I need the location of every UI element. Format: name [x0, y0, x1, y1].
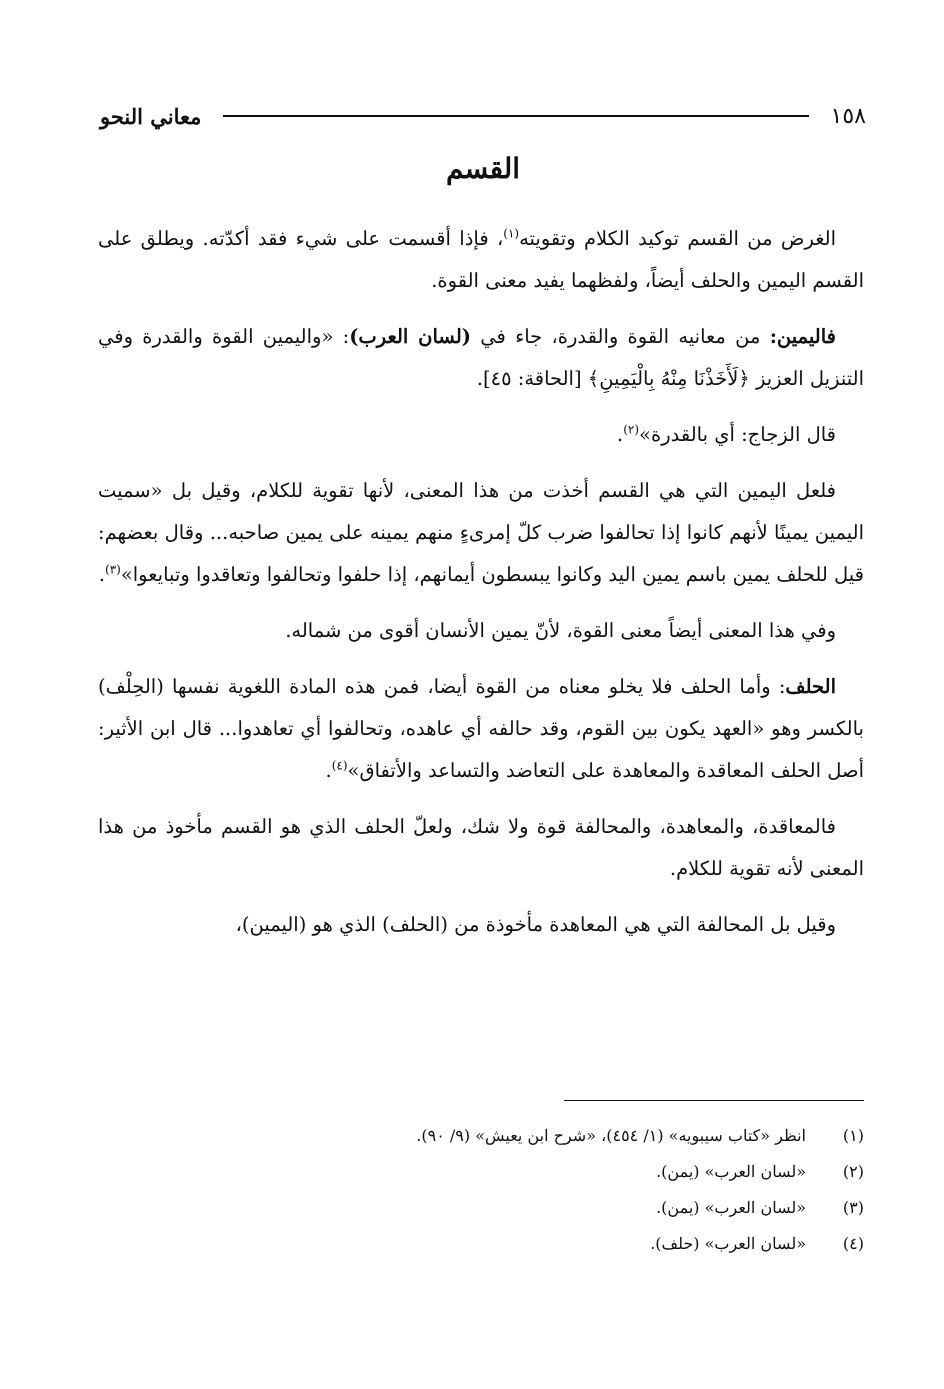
- footnote-2: [98, 1154, 864, 1190]
- paragraph-8: وقيل بل المحالفة التي هي المعاهدة مأخوذة من (الحلف) الذي هو (اليمين)،: [235, 913, 836, 936]
- footnote-3: [98, 1190, 864, 1226]
- footnote-mark: (٢): [842, 1162, 864, 1181]
- running-head: [100, 96, 866, 136]
- paragraph-4: فلعل اليمين التي هي القسم أخذت من هذا المعنى، لأنها تقوية للكلام، وقيل بل «سميت اليمين يمينًا لأنهم كانوا إذا تحالفوا ضرب كلّ إمرىءٍ منهم يمينه على يمين صاحبه... وقال بعضهم: قيل للحلف يمين باسم يمين اليد وكانوا يبسطون أيمانهم، إذا حلفوا وتحالفوا وتعاقدوا وتبايعوا»$^{(٣)}$.: [98, 479, 864, 586]
- footnote-ref-4[interactable]: (٤): [331, 758, 348, 773]
- main-text: [98, 218, 864, 946]
- footnote-text: «لسان العرب» (حلف).: [650, 1234, 806, 1253]
- footnote-4: [98, 1226, 864, 1262]
- footnote-1: [98, 1118, 864, 1154]
- footnote-text: «لسان العرب» (يمن).: [656, 1198, 806, 1217]
- footnote-mark: (١): [842, 1126, 864, 1145]
- paragraph-6: الحلف: وأما الحلف فلا يخلو معناه من القوة أيضا، فمن هذه المادة اللغوية نفسها (الحِلْف) بالكسر وهو «العهد يكون بين القوم، وقد حالفه أي عاهده، وتحالفوا أي تعاهدوا... قال ابن الأثير: أصل الحلف المعاقدة والمعاهدة على التعاضد والتساعد والأتفاق»$^{(٤)}$.: [98, 675, 864, 782]
- keyword-yamin: فاليمين:: [769, 325, 836, 348]
- running-title: معاني النحو: [100, 103, 202, 129]
- paragraph-7: فالمعاقدة، والمعاهدة، والمحالفة قوة ولا شك، ولعلّ الحلف الذي هو القسم مأخوذ من هذا المعنى لأنه تقوية للكلام.: [98, 815, 864, 880]
- paragraph-2: فاليمين: من معانيه القوة والقدرة، جاء في (لسان العرب): «واليمين القوة والقدرة وفي التنزيل العزيز ﴿لَأَخَذْنَا مِنْهُ بِالْيَمِينِ﴾ [الحاقة: ٤٥].: [98, 325, 864, 390]
- footnote-ref-1[interactable]: (١): [503, 226, 520, 241]
- footnote-mark: (٤): [842, 1234, 864, 1253]
- paragraph-5: وفي هذا المعنى أيضاً معنى القوة، لأنّ يمين الأنسان أقوى من شماله.: [285, 619, 836, 642]
- footnotes: [98, 1118, 864, 1262]
- keyword-hilf: الحلف: [785, 675, 836, 698]
- page-number: ١٥٨: [830, 103, 866, 129]
- paragraph-3: قال الزجاج: أي بالقدرة»$^{(٢)}$.: [617, 422, 836, 446]
- source-title: (لسان العرب): [349, 325, 471, 348]
- header-rule: [223, 115, 808, 117]
- section-title: القسم: [445, 152, 521, 185]
- footnote-rule: [564, 1100, 864, 1101]
- paragraph-1: الغرض من القسم توكيد الكلام وتقويته$^{(١)}$، فإذا أقسمت على شيء فقد أكدّته. ويطلق على القسم اليمين والحلف أيضاً، ولفظهما يفيد معنى القوة.: [98, 226, 864, 292]
- footnote-text: «لسان العرب» (يمن).: [656, 1162, 806, 1181]
- footnote-ref-3[interactable]: (٣): [105, 562, 121, 577]
- footnote-ref-2[interactable]: (٢): [623, 422, 640, 437]
- footnote-mark: (٣): [842, 1198, 864, 1217]
- footnote-text: انظر «كتاب سيبويه» (١/ ٤٥٤)، «شرح ابن يعيش» (٩/ ٩٠).: [416, 1126, 806, 1145]
